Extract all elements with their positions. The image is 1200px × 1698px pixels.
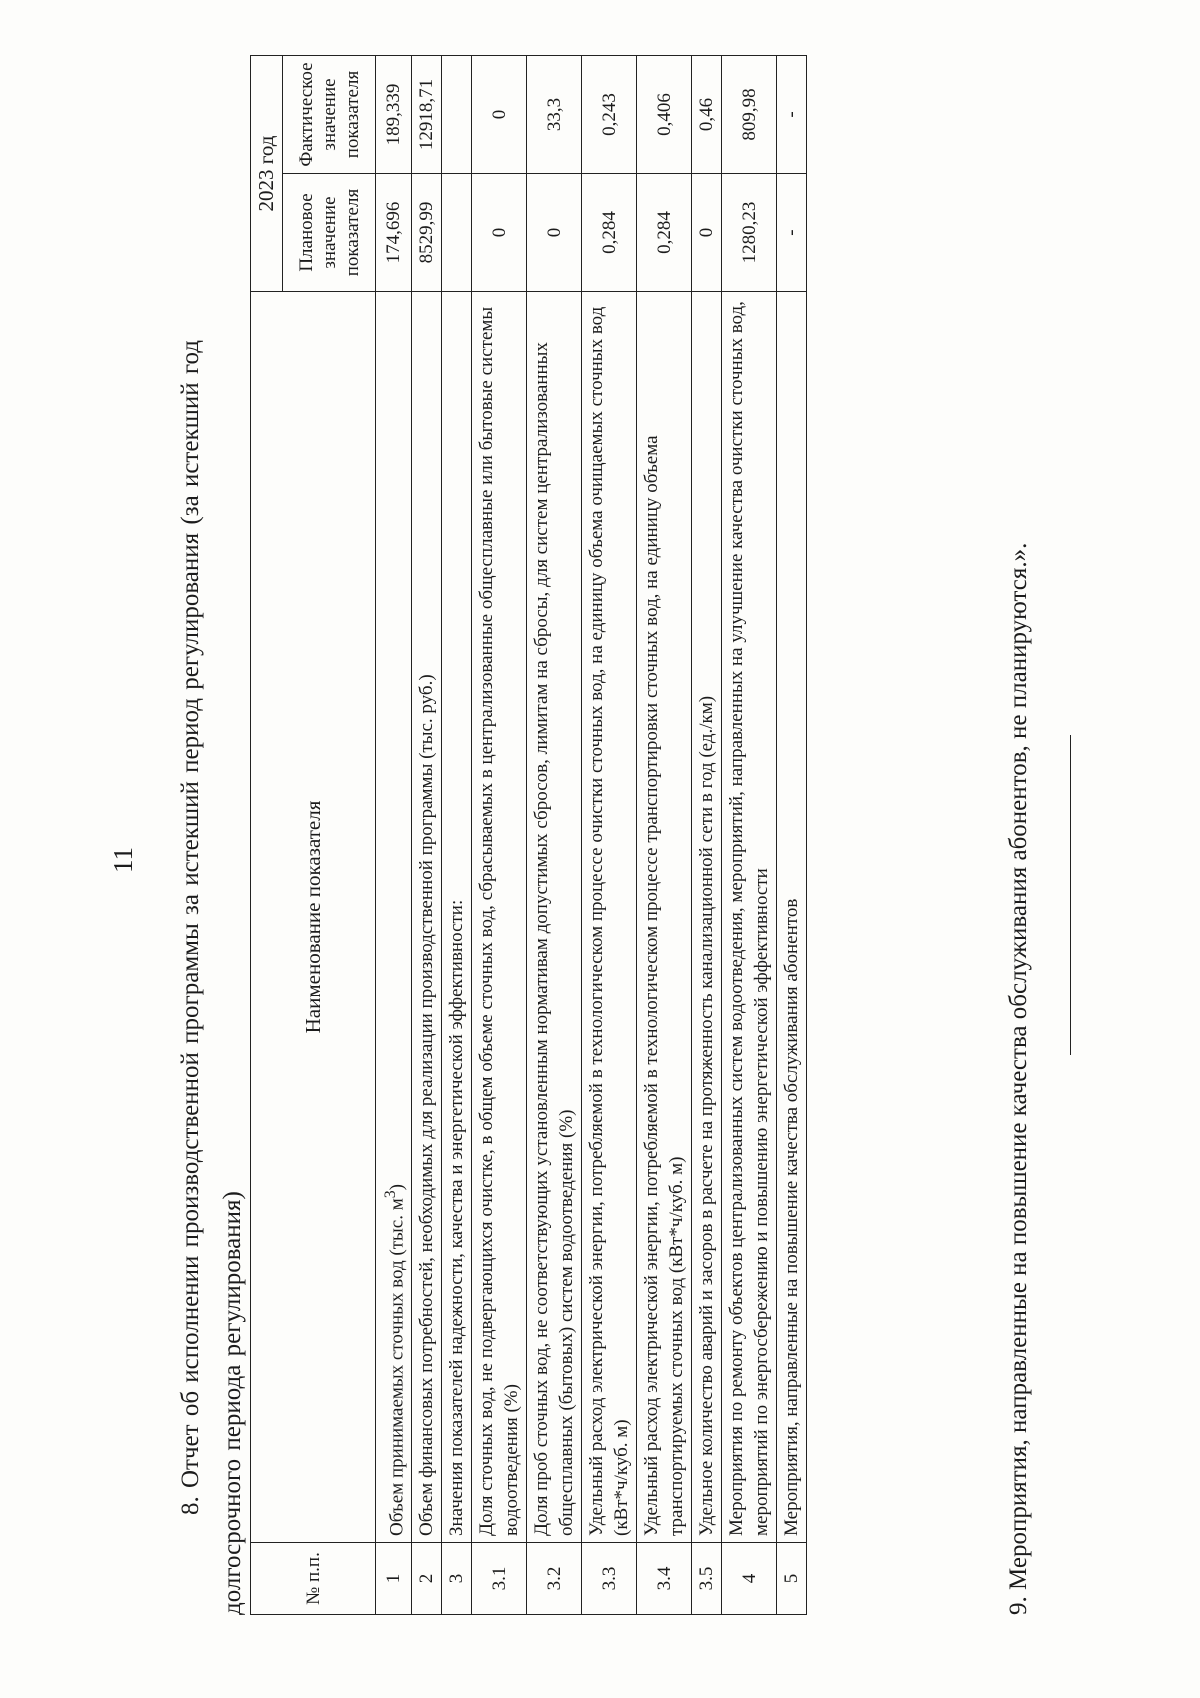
fact-value: -	[777, 56, 807, 174]
plan-value: 0	[527, 174, 582, 292]
row-number: 3.4	[637, 1543, 692, 1615]
page-number: 11	[108, 847, 138, 873]
plan-value: 8529,99	[412, 174, 442, 292]
fact-value: 189,339	[376, 56, 412, 174]
row-number: 5	[777, 1543, 807, 1615]
indicator-name: Объем принимаемых сточных вод (тыс. $м^3$)	[376, 292, 412, 1543]
table-row	[412, 56, 442, 1615]
indicator-name: Доля сточных вод, не подвергающихся очистке, в общем объеме сточных вод, сбрасываемых в централизованные общесплавные или бытовые системы водоотведения (%)	[472, 292, 527, 1543]
indicator-name: Удельное количество аварий и засоров в расчете на протяженность канализационной сети в год (ед./км)	[692, 292, 722, 1543]
fact-value: 0,243	[582, 56, 637, 174]
indicator-name: Доля проб сточных вод, не соответствующих установленным нормативам допустимых сбросов, лимитам на сбросы, для систем централизованных общесплавных (бытовых) систем водоотведения (%)	[527, 292, 582, 1543]
plan-value: 174,696	[376, 174, 412, 292]
end-rule-divider	[1070, 735, 1071, 1055]
fact-value: 12918,71	[412, 56, 442, 174]
indicator-name: Удельный расход электрической энергии, потребляемой в технологическом процессе очистки сточных вод, на единицу объема очищаемых сточных вод (кВт*ч/куб. м)	[582, 292, 637, 1543]
row-number: 1	[376, 1543, 412, 1615]
fact-value: 0	[472, 56, 527, 174]
table-row	[527, 56, 582, 1615]
rotated-page-content	[40, 45, 1180, 1675]
plan-value: 0,284	[582, 174, 637, 292]
column-header-plan: Плановое значение показателя	[283, 174, 376, 292]
plan-value: 1280,23	[722, 174, 777, 292]
indicator-name: Удельный расход электрической энергии, потребляемой в технологическом процессе транспортировки сточных вод, на единицу объема транспортируемых сточных вод (кВт*ч/куб. м)	[637, 292, 692, 1543]
fact-value: 33,3	[527, 56, 582, 174]
table-row	[722, 56, 777, 1615]
plan-value: 0	[472, 174, 527, 292]
heading-continuation: долгосрочного периода регулирования)	[219, 1191, 246, 1615]
table-row	[442, 56, 472, 1615]
row-number: 3.3	[582, 1543, 637, 1615]
plan-value: 0	[692, 174, 722, 292]
table-row	[582, 56, 637, 1615]
column-header-name: Наименование показателя	[251, 292, 376, 1543]
heading-lead: 8. Отчет об исполнении производственной программы за истекший период регулирования (за истекший год	[177, 340, 204, 1515]
row-number: 3.1	[472, 1543, 527, 1615]
fact-value: 0,46	[692, 56, 722, 174]
table-row	[376, 56, 412, 1615]
column-header-year: 2023 год	[251, 56, 283, 292]
plan-value: 0,284	[637, 174, 692, 292]
row-number: 3.2	[527, 1543, 582, 1615]
row-number: 4	[722, 1543, 777, 1615]
section-heading	[170, 235, 254, 1615]
table-row	[692, 56, 722, 1615]
row-number: 3.5	[692, 1543, 722, 1615]
section-9-note: 9. Мероприятия, направленные на повышение качества обслуживания абонентов, не планируются.».	[1005, 542, 1032, 1615]
indicator-name: Мероприятия по ремонту объектов централизованных систем водоотведения, мероприятий, направленных на улучшение качества очистки сточных вод, мероприятий по энергосбережению и повышению энергетической эффективности	[722, 292, 777, 1543]
fact-value	[442, 56, 472, 174]
table-row	[472, 56, 527, 1615]
production-program-report-table	[250, 55, 807, 1615]
table-row	[777, 56, 807, 1615]
indicator-name: Значения показателей надежности, качества и энергетической эффективности:	[442, 292, 472, 1543]
fact-value: 0,406	[637, 56, 692, 174]
fact-value: 809,98	[722, 56, 777, 174]
plan-value: -	[777, 174, 807, 292]
column-header-number: № п.п.	[251, 1543, 376, 1615]
indicator-name: Мероприятия, направленные на повышение качества обслуживания абонентов	[777, 292, 807, 1543]
table-row	[637, 56, 692, 1615]
plan-value	[442, 174, 472, 292]
column-header-fact: Фактическое значение показателя	[283, 56, 376, 174]
indicator-name: Объем финансовых потребностей, необходимых для реализации производственной программы (тыс. руб.)	[412, 292, 442, 1543]
row-number: 3	[442, 1543, 472, 1615]
row-number: 2	[412, 1543, 442, 1615]
